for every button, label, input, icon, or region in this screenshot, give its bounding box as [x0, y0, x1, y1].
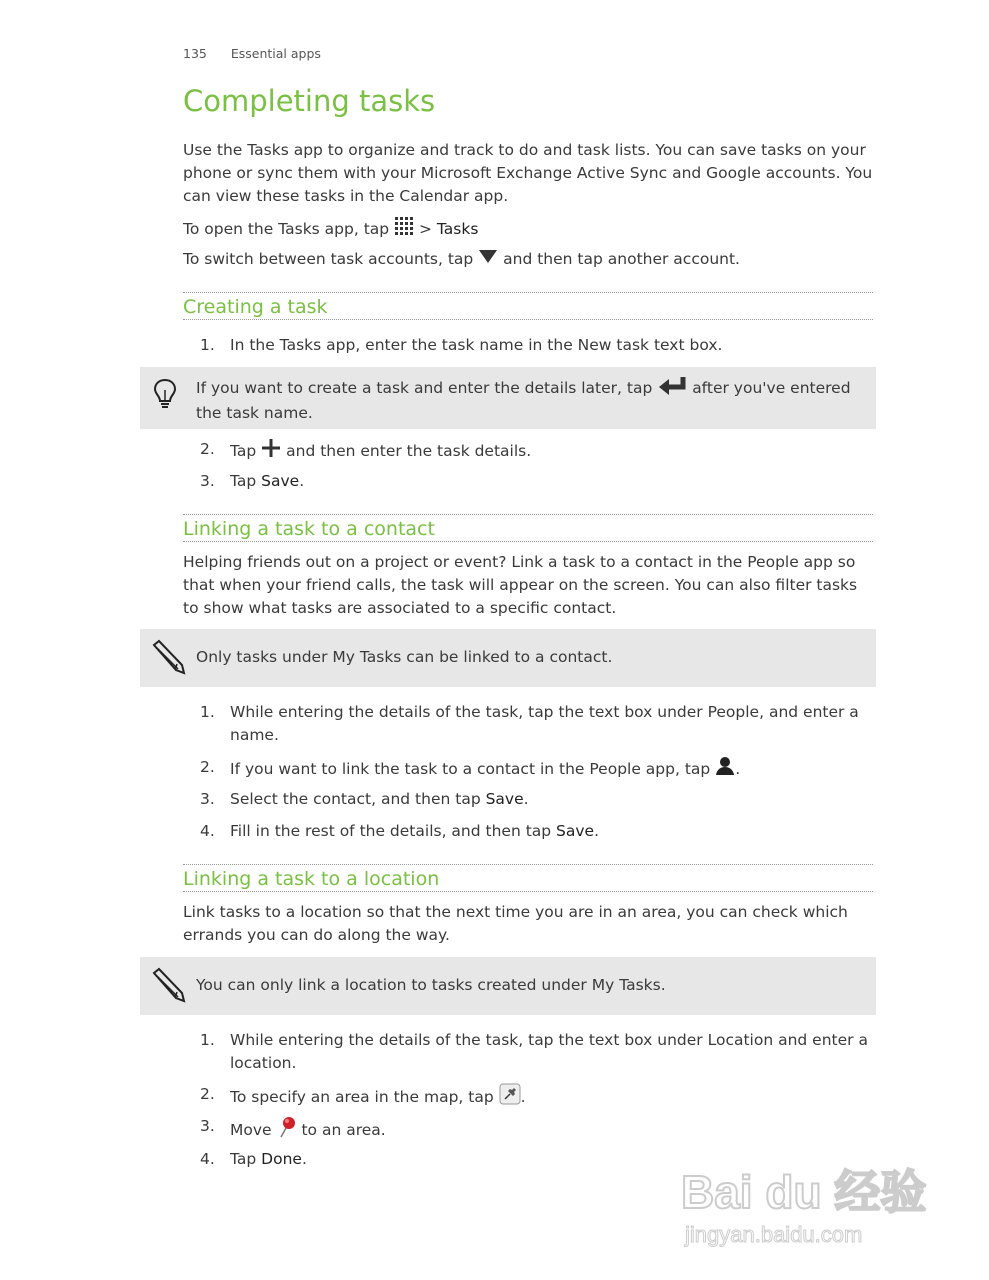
dropdown-triangle-icon — [478, 248, 498, 271]
open-prefix: To open the Tasks app, tap — [183, 220, 390, 238]
page-title: Completing tasks — [183, 84, 436, 118]
step-number: 3. — [200, 1117, 215, 1135]
section-heading-contact: Linking a task to a contact — [183, 514, 873, 542]
switch-prefix: To switch between task accounts, tap — [183, 250, 474, 268]
step-number: 2. — [200, 440, 215, 458]
switch-instruction — [183, 248, 873, 271]
step-number: 4. — [200, 1150, 215, 1168]
location-intro: Link tasks to a location so that the next time you are in an area, you can check which errands you can do along the way. — [183, 903, 848, 944]
tip-text — [196, 375, 860, 425]
step-number: 2. — [200, 1085, 215, 1103]
step-text: Tap Save. — [230, 472, 305, 490]
tip-box — [140, 367, 876, 429]
list-item — [200, 1083, 876, 1112]
step-text: Fill in the rest of the details, and then tap Save. — [230, 822, 600, 840]
note-box — [140, 957, 876, 1015]
step-text: Tap Done. — [230, 1150, 307, 1168]
step-text: While entering the details of the task, tap the text box under People, and enter a name. — [230, 703, 859, 744]
list-item — [200, 756, 876, 783]
open-instruction — [183, 216, 873, 243]
step-text: If you want to link the task to a contact in the People app, tap . — [230, 756, 876, 783]
lightbulb-icon — [150, 377, 180, 417]
red-pushpin-icon — [277, 1115, 297, 1146]
person-icon — [715, 756, 735, 783]
pencil-icon — [150, 639, 186, 679]
enter-key-icon — [657, 375, 687, 402]
step-number: 1. — [200, 336, 215, 354]
step-number: 3. — [200, 472, 215, 490]
step-text: While entering the details of the task, tap the text box under Location and enter a location. — [230, 1031, 868, 1072]
step-text: Move to an area. — [230, 1115, 876, 1146]
note-text: You can only link a location to tasks created under My Tasks. — [196, 976, 666, 994]
step-number: 1. — [200, 1031, 215, 1049]
plus-icon — [261, 438, 281, 465]
pin-button-icon — [499, 1083, 521, 1112]
list-item — [200, 334, 876, 357]
step-text: Select the contact, and then tap Save. — [230, 790, 529, 808]
contact-intro: Helping friends out on a project or event? Link a task to a contact in the People app so that when your friend calls, the task will appear on the screen. You can also filter tasks to show what tasks are associated to a specific contact. — [183, 553, 858, 617]
list-item — [200, 820, 876, 843]
step-text: In the Tasks app, enter the task name in the New task text box. — [230, 336, 723, 354]
list-item — [200, 788, 876, 811]
step-number: 2. — [200, 758, 215, 776]
step-text: Tap and then enter the task details. — [230, 438, 876, 465]
section-heading-location: Linking a task to a location — [183, 864, 873, 892]
list-item — [200, 438, 876, 465]
list-item — [200, 701, 876, 747]
section-heading-creating: Creating a task — [183, 292, 873, 320]
watermark-url: jingyan.baidu.com — [685, 1222, 863, 1247]
list-item — [200, 1115, 876, 1146]
section-name: Essential apps — [230, 46, 321, 61]
tip-text-b: after you've entered the task name. — [196, 379, 851, 422]
tip-text-a: If you want to create a task and enter the details later, tap — [196, 379, 653, 397]
step-text: To specify an area in the map, tap . — [230, 1083, 876, 1112]
step-number: 3. — [200, 790, 215, 808]
list-item — [200, 470, 876, 493]
baidu-watermark — [681, 1152, 931, 1252]
note-box — [140, 629, 876, 687]
watermark-brand: Bai du 经验 — [681, 1166, 927, 1218]
pencil-icon — [150, 967, 186, 1007]
page-header — [183, 46, 321, 61]
list-item — [200, 1029, 876, 1075]
note-text: Only tasks under My Tasks can be linked to a contact. — [196, 648, 613, 666]
tasks-label: Tasks — [436, 220, 479, 238]
step-number: 1. — [200, 703, 215, 721]
page-number: 135 — [183, 46, 207, 61]
all-apps-icon — [394, 216, 414, 243]
open-separator: > — [414, 220, 437, 238]
switch-suffix: and then tap another account. — [503, 250, 740, 268]
step-number: 4. — [200, 822, 215, 840]
intro-paragraph: Use the Tasks app to organize and track to do and task lists. You can save tasks on your phone or sync them with your Microsoft Exchange Active Sync and Google accounts. You can view these tasks in the Calendar app. — [183, 141, 873, 205]
